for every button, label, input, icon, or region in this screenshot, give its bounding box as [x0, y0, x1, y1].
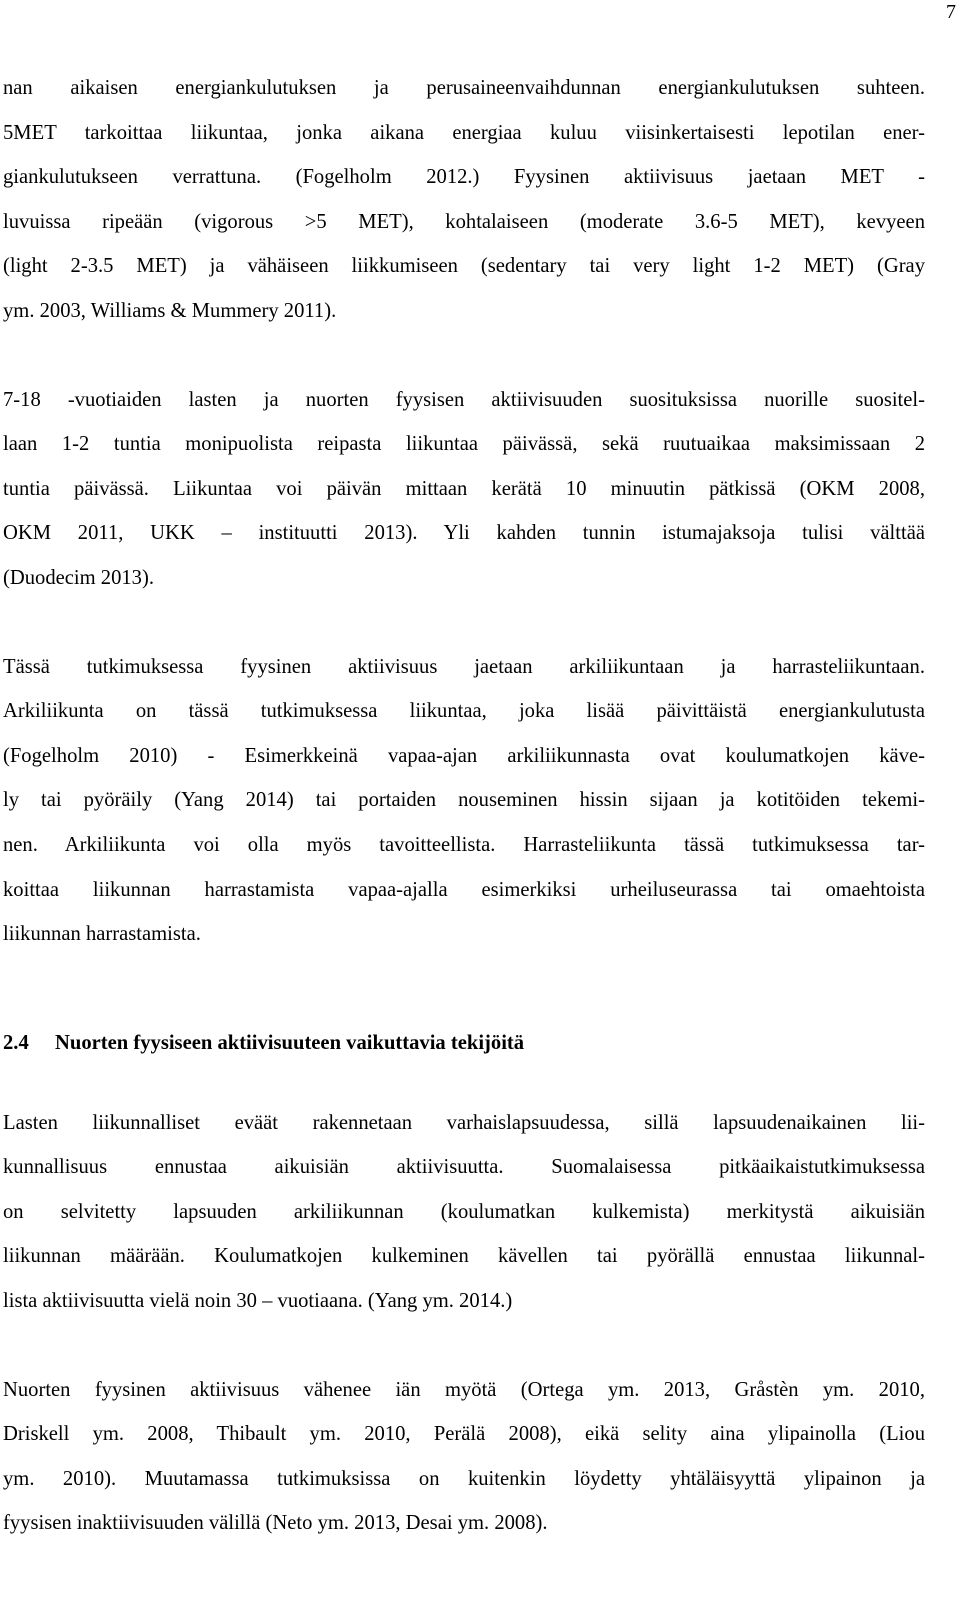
text-line: nen. Arkiliikunta voi olla myös tavoitteellista. Harrasteliikunta tässä tutkimuksessa tar-	[3, 833, 925, 856]
text-line: koittaa liikunnan harrastamista vapaa-ajalla esimerkiksi urheiluseurassa tai omaehtoista	[3, 878, 925, 901]
text-line: on selvitetty lapsuuden arkiliikunnan (koulumatkan kulkemista) merkitystä aikuisiän	[3, 1200, 925, 1223]
text-line: kunnallisuus ennustaa aikuisiän aktiivisuutta. Suomalaisessa pitkäaikaistutkimuksessa	[3, 1156, 925, 1179]
text-line: lista aktiivisuutta vielä noin 30 – vuotiaana. (Yang ym. 2014.)	[3, 1290, 513, 1313]
section-number: 2.4	[3, 1031, 29, 1054]
paragraph-met-definition	[3, 66, 925, 334]
text-line: giankulutukseen verrattuna. (Fogelholm 2012.) Fyysinen aktiivisuus jaetaan MET -	[3, 166, 925, 189]
text-line: Driskell ym. 2008, Thibault ym. 2010, Perälä 2008), eikä selity aina ylipainolla (Liou	[3, 1423, 925, 1446]
section-title: Nuorten fyysiseen aktiivisuuteen vaikuttavia tekijöitä	[55, 1031, 525, 1054]
text-line: Nuorten fyysinen aktiivisuus vähenee iän myötä (Ortega ym. 2013, Gråstèn ym. 2010,	[3, 1378, 925, 1401]
paragraph-activity-types	[3, 645, 925, 957]
document-body	[3, 66, 925, 1546]
text-line: Lasten liikunnalliset eväät rakennetaan varhaislapsuudessa, sillä lapsuudenaikainen lii-	[3, 1111, 925, 1134]
text-line: laan 1-2 tuntia monipuolista reipasta liikuntaa päivässä, sekä ruutuaikaa maksimissaan 2	[3, 433, 925, 456]
text-line: Tässä tutkimuksessa fyysinen aktiivisuus jaetaan arkiliikuntaan ja harrasteliikuntaan.	[3, 655, 925, 678]
text-line: Arkiliikunta on tässä tutkimuksessa liikuntaa, joka lisää päivittäistä energiankulutusta	[3, 700, 925, 723]
text-line: liikunnan määrään. Koulumatkojen kulkeminen kävellen tai pyörällä ennustaa liikunnal-	[3, 1245, 925, 1268]
text-line: (light 2-3.5 MET) ja vähäiseen liikkumiseen (sedentary tai very light 1-2 MET) (Gray	[3, 255, 925, 278]
text-line: fyysisen inaktiivisuuden välillä (Neto ym. 2013, Desai ym. 2008).	[3, 1512, 548, 1535]
text-line: liikunnan harrastamista.	[3, 923, 201, 946]
text-line: (Fogelholm 2010) - Esimerkkeinä vapaa-ajan arkiliikunnasta ovat koulumatkojen käve-	[3, 744, 925, 767]
section-heading	[3, 1021, 925, 1065]
paragraph-childhood-activity	[3, 1101, 925, 1324]
text-line: OKM 2011, UKK – instituutti 2013). Yli kahden tunnin istumajaksoja tulisi välttää	[3, 522, 925, 545]
page-number: 7	[946, 1, 956, 23]
text-line: ym. 2003, Williams & Mummery 2011).	[3, 299, 337, 322]
text-line: 7-18 -vuotiaiden lasten ja nuorten fyysisen aktiivisuuden suosituksissa nuorille suositel-	[3, 388, 925, 411]
text-line: ly tai pyöräily (Yang 2014) tai portaiden nouseminen hissin sijaan ja kotitöiden tekemi-	[3, 789, 925, 812]
text-line: ym. 2010). Muutamassa tutkimuksissa on kuitenkin löydetty yhtäläisyyttä ylipainon ja	[3, 1467, 925, 1490]
text-line: nan aikaisen energiankulutuksen ja perusaineenvaihdunnan energiankulutuksen suhteen.	[3, 77, 925, 99]
text-line: luvuissa ripeään (vigorous >5 MET), kohtalaiseen (moderate 3.6-5 MET), kevyeen	[3, 210, 925, 233]
paragraph-recommendations	[3, 378, 925, 601]
text-line: (Duodecim 2013).	[3, 566, 154, 589]
text-line: tuntia päivässä. Liikuntaa voi päivän mittaan kerätä 10 minuutin pätkissä (OKM 2008,	[3, 477, 925, 500]
text-line: 5MET tarkoittaa liikuntaa, jonka aikana energiaa kuluu viisinkertaisesti lepotilan ener-	[3, 121, 925, 144]
paragraph-youth-decline	[3, 1368, 925, 1546]
